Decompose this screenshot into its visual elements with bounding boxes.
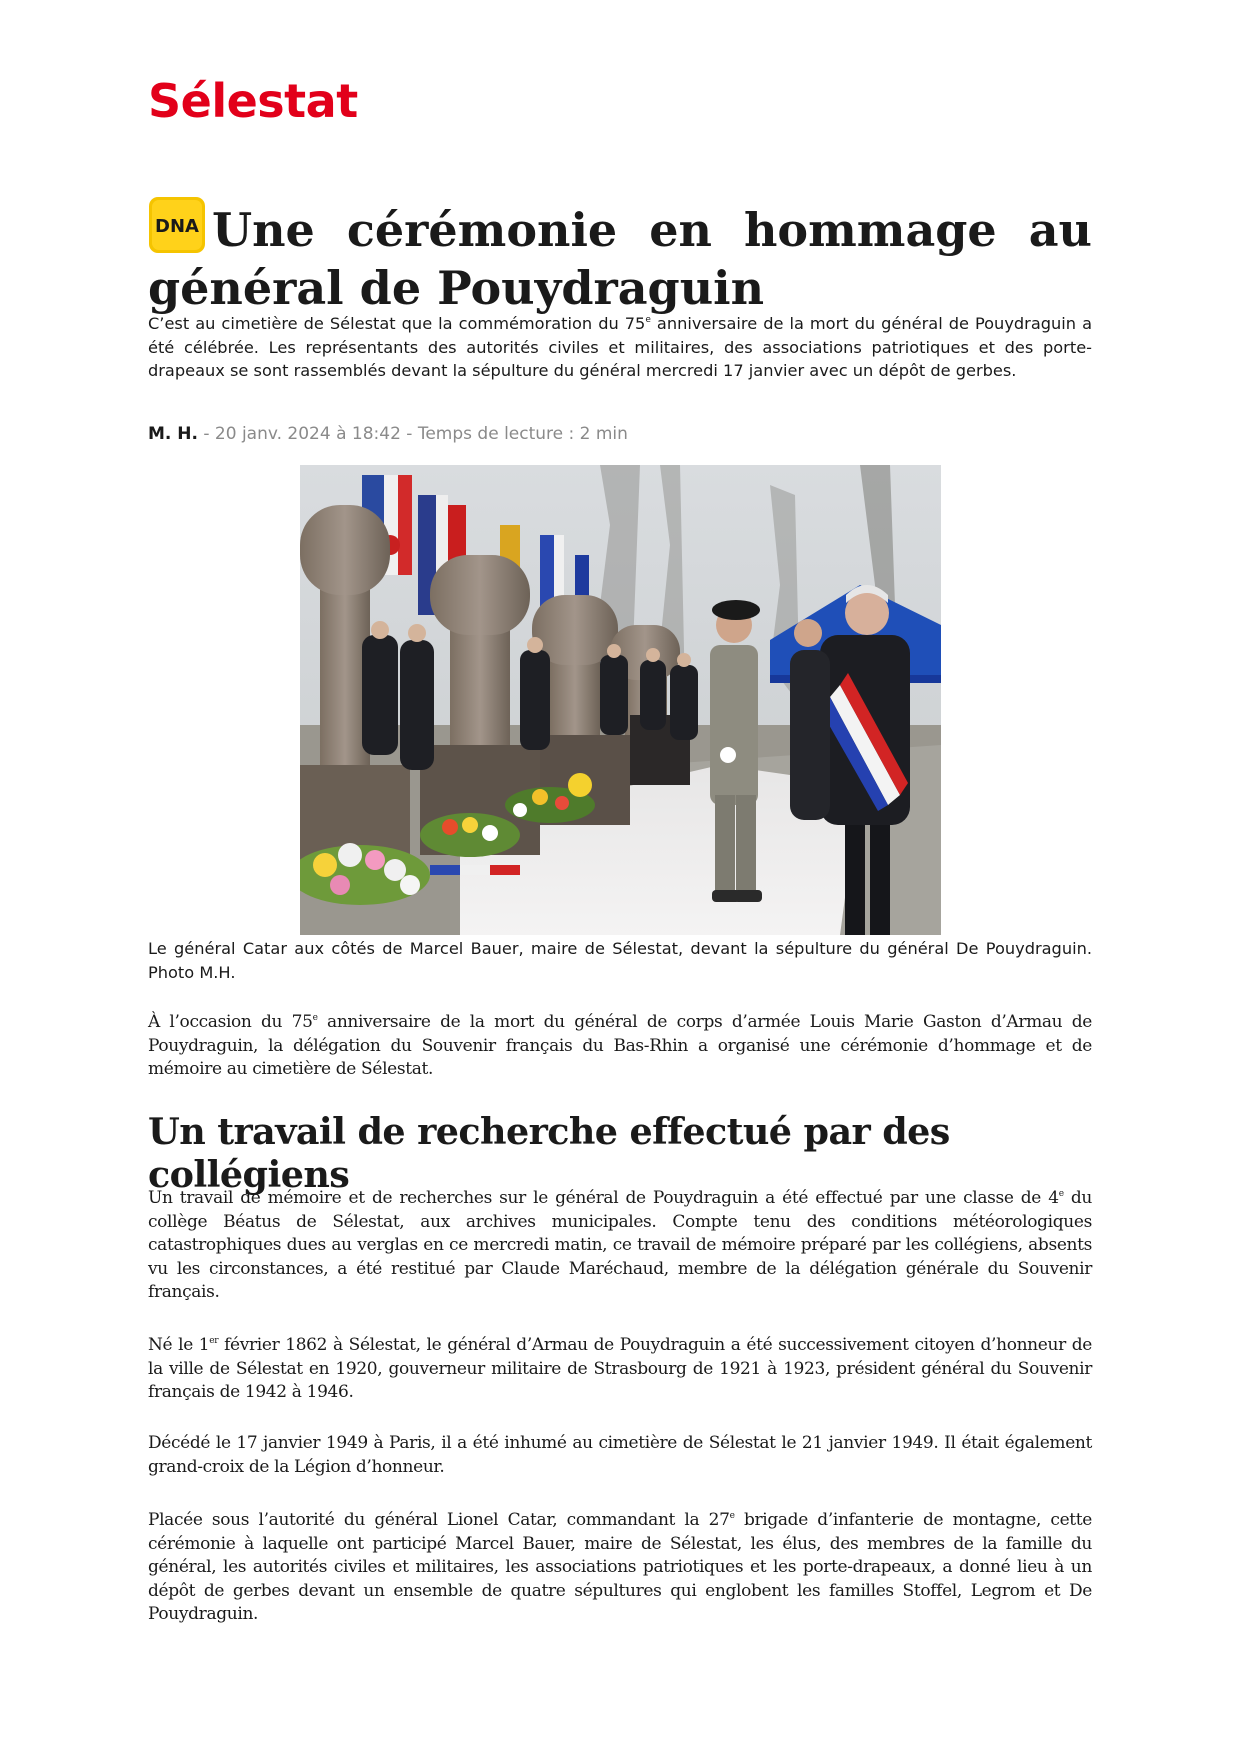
ceremony-photo	[300, 465, 941, 935]
article-paragraph: Décédé le 17 janvier 1949 à Paris, il a été inhumé au cimetière de Sélestat le 21 janvier 1949. Il était également grand-croix de la Légion d’honneur.	[148, 1433, 1092, 1477]
photo-caption: Le général Catar aux côtés de Marcel Bauer, maire de Sélestat, devant la sépulture du général De Pouydraguin. Photo M.H.	[148, 939, 1092, 982]
paragraph-text-cont: février 1862 à Sélestat, le général d’Armau de Pouydraguin a été successivement citoyen d’honneur de la ville de Sélestat en 1920, gouverneur militaire de Strasbourg de 1921 à 1923, président général du Souvenir français de 1942 à 1946.	[148, 1335, 1092, 1402]
paragraph-text: Placée sous l’autorité du général Lionel Catar, commandant la 27	[148, 1510, 730, 1530]
dna-logo-text: DNA	[155, 216, 199, 237]
paragraph-text-cont: brigade d’infanterie de montagne, cette cérémonie à laquelle ont participé Marcel Bauer, maire de Sélestat, les élus, des membres de la famille du général, les autorités civiles et militaires, les associations patriotiques et les porte-drapeaux, a donné lieu à un dépôt de gerbes devant un ensemble de quatre sépultures qui englobent les familles Stoffel, Legrom et De Pouydraguin.	[148, 1510, 1092, 1624]
chapo-sup: e	[645, 315, 651, 325]
article-paragraph	[148, 1334, 1092, 1405]
article-byline	[148, 424, 628, 444]
article-title	[148, 196, 1092, 317]
article-paragraph	[148, 1509, 1092, 1627]
dna-logo-icon	[148, 196, 206, 254]
section-title[interactable]: Sélestat	[148, 74, 358, 128]
paragraph-text: Né le 1	[148, 1335, 210, 1355]
paragraph-sup: e	[729, 1511, 735, 1521]
article-paragraph	[148, 1187, 1092, 1305]
article-title-text: Une cérémonie en hommage au général de Pouydraguin	[148, 203, 1092, 315]
paragraph-sup: er	[209, 1336, 219, 1346]
chapo-text-cont: anniversaire de la mort du général de Pouydraguin a été célébrée. Les représentants des autorités civiles et militaires, des associations patriotiques et des porte-drapeaux se sont rassemblés devant la sépulture du général mercredi 17 janvier avec un dépôt de gerbes.	[148, 314, 1092, 380]
article-chapo	[148, 312, 1092, 383]
article-meta: - 20 janv. 2024 à 18:42 - Temps de lecture : 2 min	[197, 424, 628, 444]
paragraph-text: À l’occasion du 75	[148, 1012, 313, 1032]
article-subheading: Un travail de recherche effectué par des collégiens	[148, 1110, 950, 1196]
paragraph-sup: e	[1058, 1189, 1064, 1199]
paragraph-text: Un travail de mémoire et de recherches sur le général de Pouydraguin a été effectué par une classe de 4	[148, 1188, 1059, 1208]
article-paragraph	[148, 1011, 1092, 1082]
chapo-text: C’est au cimetière de Sélestat que la commémoration du 75	[148, 314, 646, 333]
paragraph-text-cont: du collège Béatus de Sélestat, aux archives municipales. Compte tenu des conditions météorologiques catastrophiques dues au verglas en ce mercredi matin, ce travail de mémoire préparé par les collégiens, absents vu les circonstances, a été restitué par Claude Maréchaud, membre de la délégation générale du Souvenir français.	[148, 1188, 1092, 1302]
author-name: M. H.	[148, 424, 198, 444]
paragraph-sup: e	[312, 1013, 318, 1023]
article-photo	[300, 465, 941, 935]
paragraph-text-cont: anniversaire de la mort du général de corps d’armée Louis Marie Gaston d’Armau de Pouydraguin, la délégation du Souvenir français du Bas-Rhin a organisé une cérémonie d’hommage et de mémoire au cimetière de Sélestat.	[148, 1012, 1092, 1079]
